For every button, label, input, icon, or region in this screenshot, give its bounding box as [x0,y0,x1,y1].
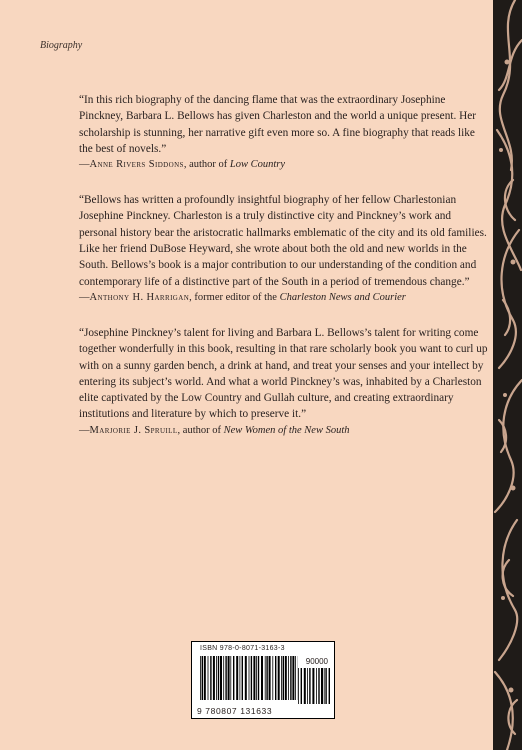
blurb [79,192,489,306]
barcode-bars [200,656,298,700]
barcode-bar [292,656,294,700]
blurb-attribution [79,290,489,306]
barcode-bar [230,656,231,700]
barcode-bar [261,656,263,700]
barcode-bar [210,656,211,700]
barcode-bar [236,656,238,700]
barcode-bar [266,656,267,700]
attribution-name: Anthony H. Harrigan [89,291,190,303]
barcode-bar [283,656,284,700]
attribution-role: , author of [183,159,230,171]
barcode-bar [309,668,310,704]
barcode-bar [316,668,317,704]
isbn-barcode [191,641,335,719]
blurb [79,92,489,173]
barcode-bar [233,656,234,700]
attribution-role: , author of [177,424,224,436]
blurb [79,325,489,439]
blurb-attribution [79,157,489,173]
barcode-bar [318,668,319,704]
barcode-bar [312,668,314,704]
barcode-bar [281,656,282,700]
barcode-bar [269,656,271,700]
barcode-bar [228,656,230,700]
price-code: 90000 [305,657,328,666]
category-label: Biography [40,40,83,51]
barcode-bar [242,656,243,700]
ornament-pattern [493,0,522,750]
barcode-bar [307,668,308,704]
barcode-bar [258,656,259,700]
barcode-bar [249,656,250,700]
barcode-bar [223,656,224,700]
barcode-bar [301,668,302,704]
barcode-bar [275,656,276,700]
attribution-dash: — [79,424,90,436]
barcode-bar [213,656,215,700]
barcode-bar [325,668,326,704]
attribution-name: Marjorie J. Spruill [89,424,178,436]
blurb-list [79,92,489,458]
attribution-work: Charleston News and Courier [279,291,406,303]
isbn-number: ISBN 978-0-8071-3163-3 [200,645,285,652]
barcode-bar [218,656,219,700]
blurb-text: “Bellows has written a profoundly insightful biography of her fellow Charlestonian Josephine Pinckney. Charleston is a truly distinctive city and Pinckney’s work and personal history bear the aristocratic hallmarks emblematic of the city and its old families. Like her friend DuBose Heyward, she wrote about both the old and new worlds in the South. Bellows’s book is a major contribution to our understanding of the condition and contemporary life of a distinctive part of the South in a period of tremendous change.” [79,194,487,288]
attribution-dash: — [79,159,90,171]
blurb-text: “In this rich biography of the dancing flame that was the extraordinary Josephine Pinckney, Barbara L. Bellows has given Charleston and the world a unique present. Her scholarship is stunning, her narrative gift even more so. A fine biography that reads like the best of novels.” [79,94,477,155]
barcode-bar [204,656,206,700]
attribution-role: , former editor of the [189,291,280,303]
barcode-bar [220,656,222,700]
barcode-bar [256,656,257,700]
ornament-border [493,0,522,750]
barcode-bar [298,668,299,704]
barcode-bar [253,656,255,700]
barcode-digits: 9 780807 131633 [197,706,273,716]
barcode-bar [321,668,323,704]
barcode-bar [304,668,306,704]
barcode-bar [278,656,280,700]
barcode-bar [272,656,273,700]
barcode-bar [202,656,203,700]
barcode-bar [225,656,226,700]
barcode-bar [251,656,252,700]
barcode-bar [216,656,217,700]
blurb-attribution [79,423,489,439]
barcode-bar [240,656,241,700]
barcode-bar [285,656,287,700]
barcode-bar [329,668,330,704]
barcode-bar [290,656,291,700]
price-barcode-bars [298,668,330,704]
attribution-work: New Women of the New South [223,424,350,436]
attribution-work: Low Country [229,159,286,171]
attribution-dash: — [79,291,90,303]
attribution-name: Anne Rivers Siddons [89,159,184,171]
barcode-bar [245,656,247,700]
barcode-bar [324,668,325,704]
barcode-bar [288,656,289,700]
barcode-bar [295,656,296,700]
barcode-bar [200,656,201,700]
blurb-text: “Josephine Pinckney’s talent for living and Barbara L. Bellows’s talent for writing come together wonderfully in this book, resulting in that rare scholarly book you want to curl up with on a sunny garden bench, a drink at hand, and treat your senses and your intellect by entering its subject’s world. And what a world Pinckney’s was, inhabited by a Charleston elite captivated by the Low Country and Gullah culture, and creating extraordinary institutions and literature by which to preserve it.” [79,326,488,421]
barcode-bar [265,656,266,700]
barcode-bar [208,656,209,700]
